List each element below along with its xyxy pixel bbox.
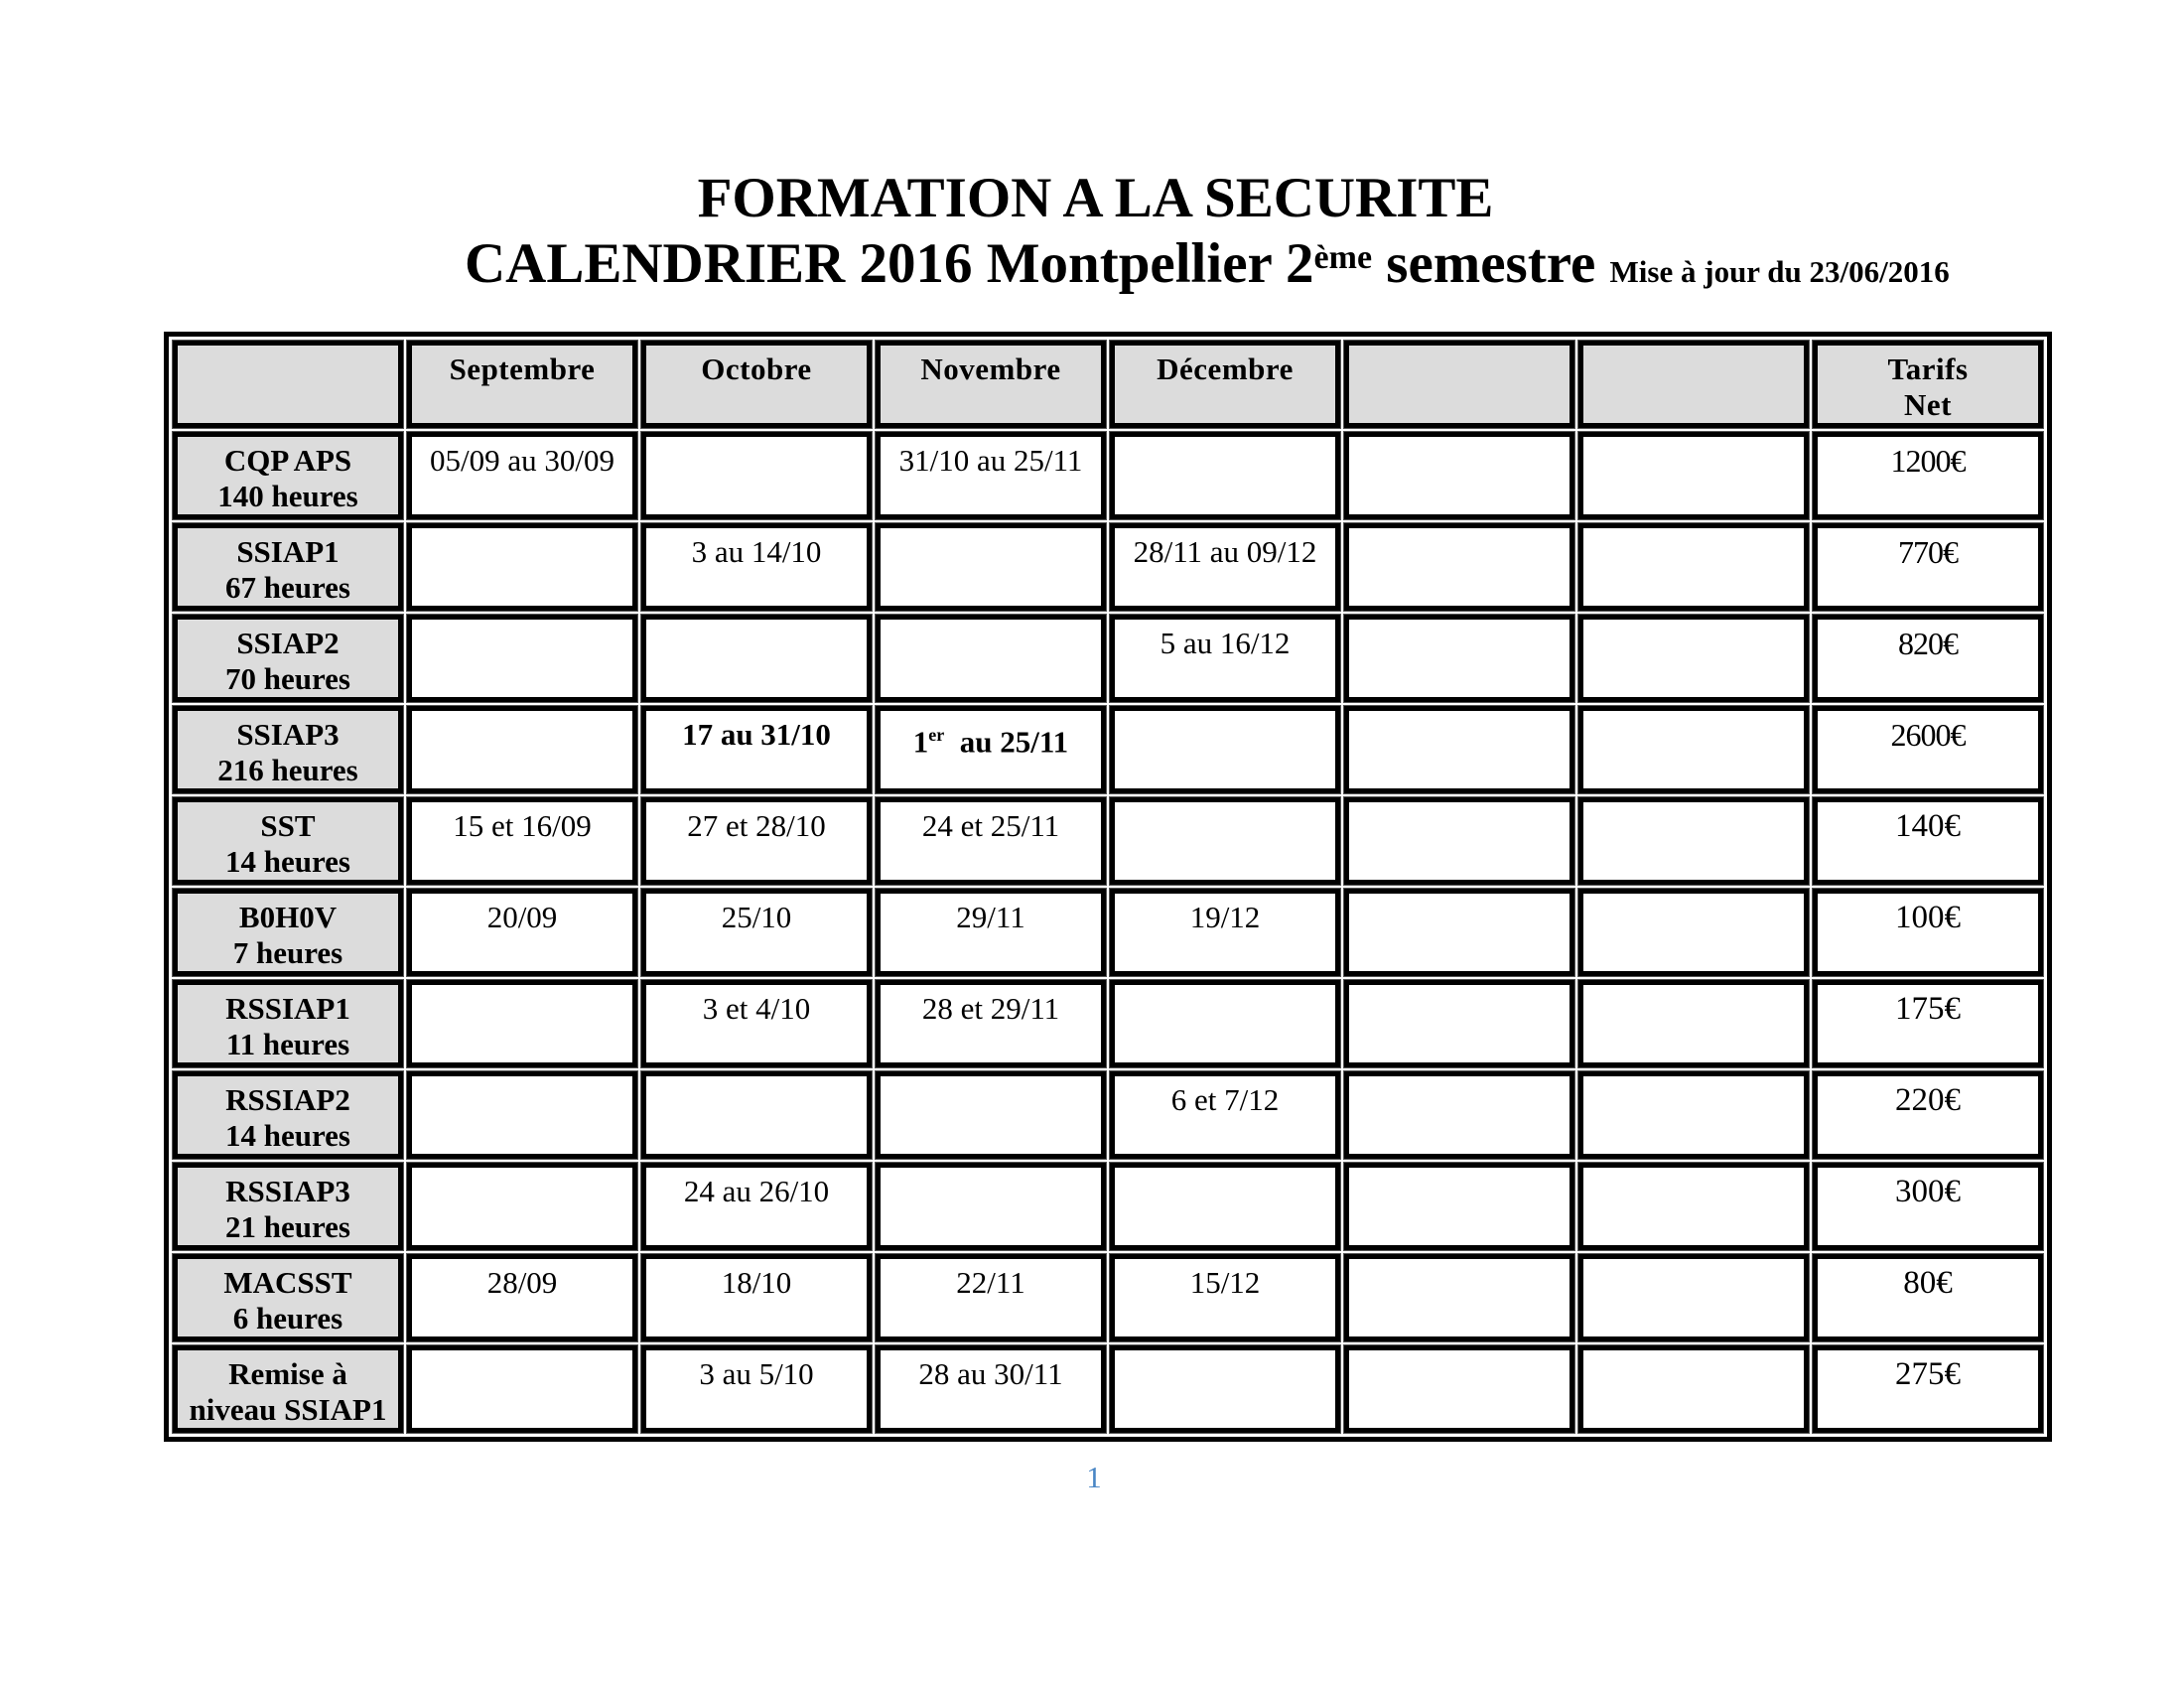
date-cell xyxy=(876,1071,1106,1159)
table-row xyxy=(173,706,2043,793)
date-cell xyxy=(407,706,637,793)
date-cell xyxy=(876,706,1106,793)
table-row xyxy=(173,1071,2043,1159)
training-name-cell xyxy=(173,523,403,611)
date-cell: 31/10 au 25/11 xyxy=(876,432,1106,519)
training-calendar-table xyxy=(164,332,2052,1442)
date-cell xyxy=(1344,523,1574,611)
table-row xyxy=(173,523,2043,611)
header-tarifs xyxy=(1813,341,2043,428)
table-row xyxy=(173,797,2043,885)
document-subtitle xyxy=(465,232,1950,304)
date-cell: 18/10 xyxy=(641,1254,872,1341)
header-row xyxy=(173,341,2043,428)
table-row xyxy=(173,1163,2043,1250)
date-cell: 28 au 30/11 xyxy=(876,1345,1106,1433)
price-cell: 770€ xyxy=(1813,523,2043,611)
training-name: RSSIAP2 xyxy=(225,1082,350,1117)
date-cell: 22/11 xyxy=(876,1254,1106,1341)
date-cell: 15/12 xyxy=(1110,1254,1340,1341)
date-cell xyxy=(876,523,1106,611)
date-cell xyxy=(1578,706,1809,793)
date-cell xyxy=(1344,706,1574,793)
page-number: 1 xyxy=(1086,1460,1102,1494)
training-name-cell xyxy=(173,1163,403,1250)
training-name-cell xyxy=(173,432,403,519)
price-cell: 80€ xyxy=(1813,1254,2043,1341)
table-row xyxy=(173,889,2043,976)
table-row xyxy=(173,615,2043,702)
header-decembre: Décembre xyxy=(1110,341,1340,428)
date-cell xyxy=(407,615,637,702)
price-cell: 220€ xyxy=(1813,1071,2043,1159)
date-cell: 29/11 xyxy=(876,889,1106,976)
date-cell xyxy=(1344,1254,1574,1341)
subtitle-semestre: semestre xyxy=(1372,232,1596,295)
training-hours: niveau SSIAP1 xyxy=(189,1392,387,1427)
training-name-cell xyxy=(173,980,403,1067)
price-cell: 140€ xyxy=(1813,797,2043,885)
training-name: RSSIAP1 xyxy=(225,991,350,1026)
training-name-cell xyxy=(173,889,403,976)
date-cell xyxy=(407,1345,637,1433)
date-cell: 28/09 xyxy=(407,1254,637,1341)
date-cell xyxy=(1110,1345,1340,1433)
table-row xyxy=(173,980,2043,1067)
training-hours: 7 heures xyxy=(232,935,343,970)
date-cell: 24 et 25/11 xyxy=(876,797,1106,885)
training-hours: 70 heures xyxy=(224,661,350,696)
table-row xyxy=(173,1345,2043,1433)
header-octobre: Octobre xyxy=(641,341,872,428)
date-cell xyxy=(1110,797,1340,885)
training-name-cell xyxy=(173,797,403,885)
price-cell: 175€ xyxy=(1813,980,2043,1067)
date-cell xyxy=(1344,432,1574,519)
date-cell: 28 et 29/11 xyxy=(876,980,1106,1067)
date-cell xyxy=(876,1163,1106,1250)
header-corner xyxy=(173,341,403,428)
date-cell: 5 au 16/12 xyxy=(1110,615,1340,702)
date-cell: 28/11 au 09/12 xyxy=(1110,523,1340,611)
training-hours: 21 heures xyxy=(224,1209,350,1244)
date-cell xyxy=(1578,523,1809,611)
training-name: Remise à xyxy=(228,1356,347,1391)
date-ordinal-suffix: er xyxy=(928,725,945,745)
date-cell xyxy=(1110,706,1340,793)
date-cell xyxy=(1344,889,1574,976)
date-cell xyxy=(1344,615,1574,702)
date-cell xyxy=(1578,615,1809,702)
training-name-cell xyxy=(173,1071,403,1159)
subtitle-superscript: ème xyxy=(1313,239,1373,276)
net-label: Net xyxy=(1904,387,1952,422)
training-hours: 6 heures xyxy=(232,1301,343,1336)
table-row xyxy=(173,432,2043,519)
date-cell xyxy=(1110,1163,1340,1250)
training-hours: 140 heures xyxy=(217,479,358,513)
date-cell xyxy=(1578,432,1809,519)
training-name-cell xyxy=(173,615,403,702)
training-hours: 14 heures xyxy=(224,844,350,879)
training-name-cell xyxy=(173,1345,403,1433)
date-cell xyxy=(1110,980,1340,1067)
date-cell xyxy=(1344,797,1574,885)
training-name: B0H0V xyxy=(238,900,338,934)
date-range-end: au 25/11 xyxy=(944,724,1069,760)
header-empty-1 xyxy=(1344,341,1574,428)
training-name-cell xyxy=(173,706,403,793)
date-cell xyxy=(407,1163,637,1250)
price-cell: 275€ xyxy=(1813,1345,2043,1433)
date-cell: 24 au 26/10 xyxy=(641,1163,872,1250)
date-cell: 15 et 16/09 xyxy=(407,797,637,885)
date-cell xyxy=(1110,432,1340,519)
training-name: CQP APS xyxy=(223,443,352,478)
date-cell xyxy=(641,432,872,519)
date-cell xyxy=(407,980,637,1067)
date-cell: 6 et 7/12 xyxy=(1110,1071,1340,1159)
date-cell xyxy=(407,1071,637,1159)
training-name: SST xyxy=(260,808,316,843)
training-hours: 14 heures xyxy=(224,1118,350,1153)
date-cell xyxy=(641,1071,872,1159)
date-cell: 05/09 au 30/09 xyxy=(407,432,637,519)
date-ordinal: 1 xyxy=(912,724,929,760)
training-name: RSSIAP3 xyxy=(225,1174,350,1208)
training-hours: 11 heures xyxy=(225,1027,350,1061)
training-hours: 67 heures xyxy=(224,570,350,605)
date-cell xyxy=(641,615,872,702)
date-cell xyxy=(407,523,637,611)
date-cell xyxy=(1578,1071,1809,1159)
date-cell xyxy=(1578,980,1809,1067)
training-hours: 216 heures xyxy=(217,753,358,787)
subtitle-main: CALENDRIER 2016 Montpellier 2 xyxy=(465,232,1314,295)
date-cell: 17 au 31/10 xyxy=(641,706,872,793)
training-name: MACSST xyxy=(223,1265,352,1300)
training-name: SSIAP1 xyxy=(236,534,340,569)
date-cell xyxy=(1344,1163,1574,1250)
date-cell: 25/10 xyxy=(641,889,872,976)
table-row xyxy=(173,1254,2043,1341)
price-cell: 820€ xyxy=(1813,615,2043,702)
date-cell xyxy=(1578,1254,1809,1341)
date-cell xyxy=(1344,1345,1574,1433)
training-name: SSIAP2 xyxy=(236,626,340,660)
date-cell xyxy=(876,615,1106,702)
date-cell: 19/12 xyxy=(1110,889,1340,976)
tarifs-label: Tarifs xyxy=(1887,351,1969,386)
document-title: FORMATION A LA SECURITE xyxy=(697,167,1494,229)
date-cell xyxy=(1578,797,1809,885)
training-name: SSIAP3 xyxy=(236,717,340,752)
price-cell: 300€ xyxy=(1813,1163,2043,1250)
header-septembre: Septembre xyxy=(407,341,637,428)
date-cell xyxy=(1578,1163,1809,1250)
date-cell: 3 au 5/10 xyxy=(641,1345,872,1433)
date-cell xyxy=(1344,980,1574,1067)
training-name-cell xyxy=(173,1254,403,1341)
header-empty-2 xyxy=(1578,341,1809,428)
date-cell: 3 au 14/10 xyxy=(641,523,872,611)
date-cell: 3 et 4/10 xyxy=(641,980,872,1067)
date-cell xyxy=(1578,889,1809,976)
price-cell: 1200€ xyxy=(1813,432,2043,519)
date-cell: 20/09 xyxy=(407,889,637,976)
date-cell xyxy=(1344,1071,1574,1159)
update-date: Mise à jour du 23/06/2016 xyxy=(1609,254,1950,289)
date-cell xyxy=(1578,1345,1809,1433)
date-cell: 27 et 28/10 xyxy=(641,797,872,885)
price-cell: 2600€ xyxy=(1813,706,2043,793)
price-cell: 100€ xyxy=(1813,889,2043,976)
header-novembre: Novembre xyxy=(876,341,1106,428)
